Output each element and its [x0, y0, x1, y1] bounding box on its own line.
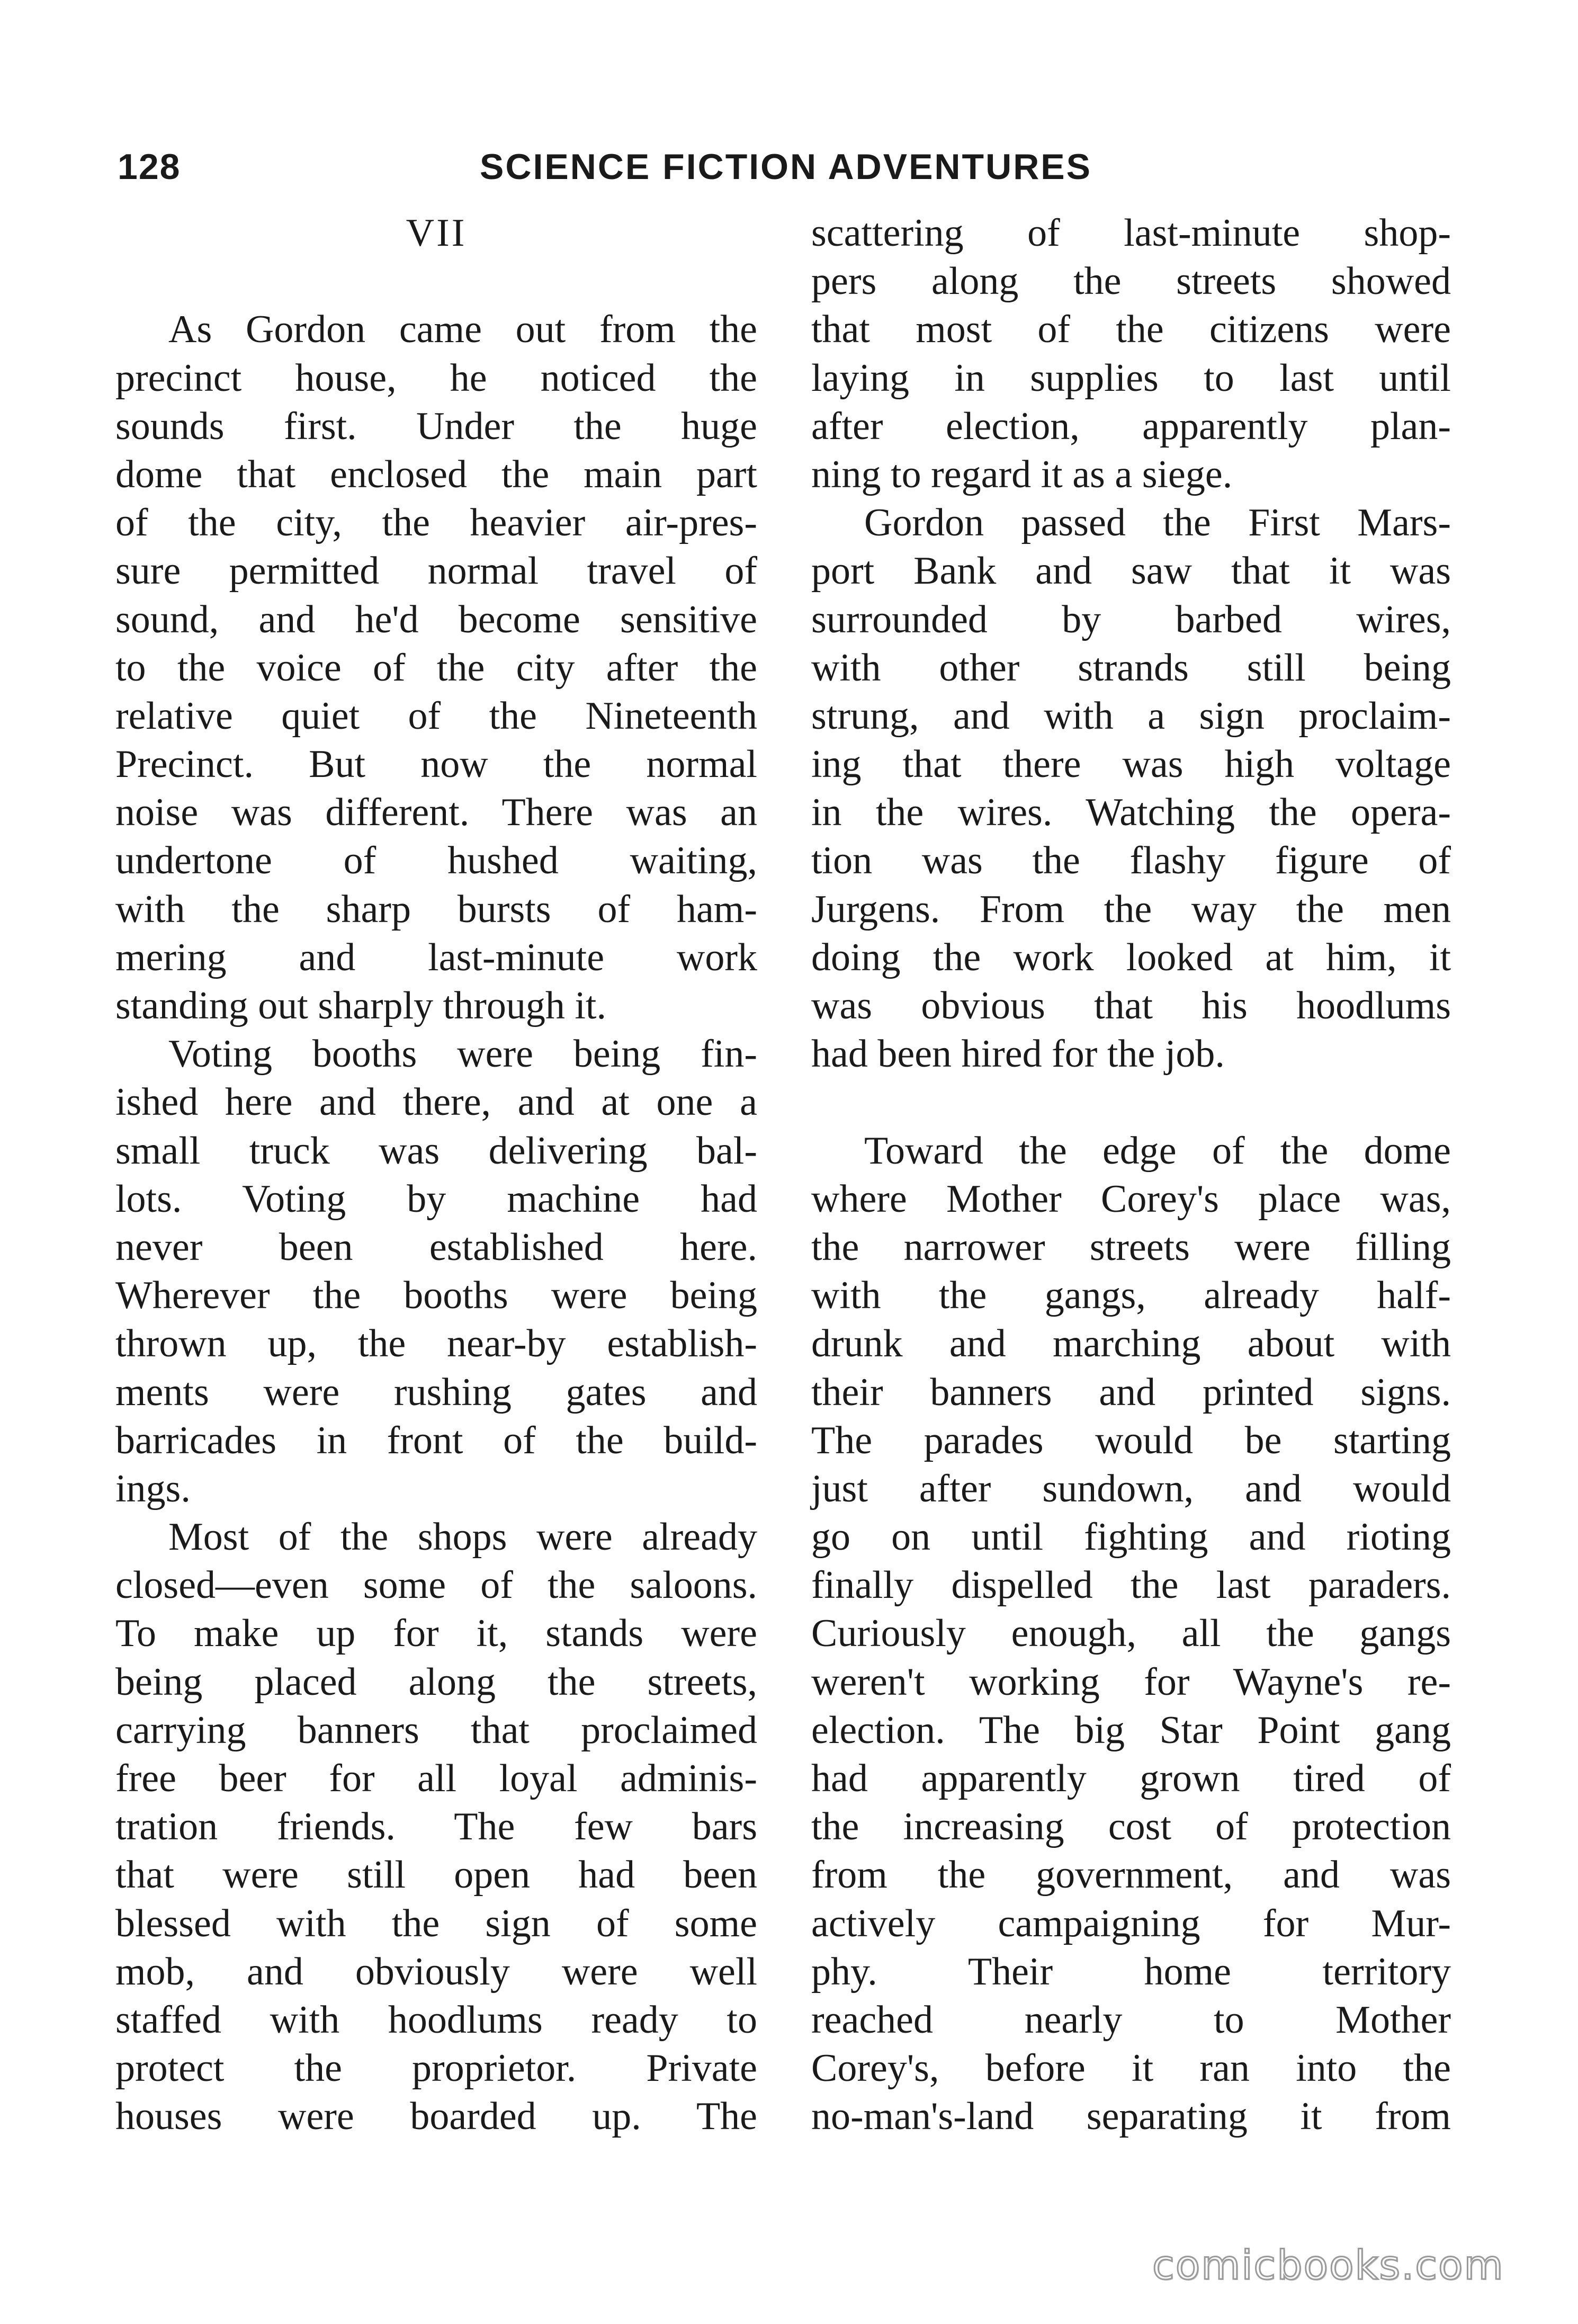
- text-line: The parades would be starting: [811, 1418, 1451, 1462]
- text-line: doing the work looked at him, it: [811, 935, 1451, 979]
- text-line: phy. Their home territory: [811, 1950, 1451, 1994]
- text-line: ments were rushing gates and: [115, 1370, 757, 1414]
- text-line: ished here and there, and at one a: [115, 1080, 757, 1124]
- text-line: tion was the flashy figure of: [811, 839, 1451, 883]
- text-line: no-man's-land separating it from: [811, 2095, 1451, 2139]
- text-line: houses were boarded up. The: [115, 2095, 757, 2139]
- text-line: never been established here.: [115, 1225, 757, 1269]
- text-line: sound, and he'd become sensitive: [115, 597, 757, 641]
- text-line: their banners and printed signs.: [811, 1370, 1451, 1414]
- text-line: actively campaigning for Mur-: [811, 1901, 1451, 1945]
- chapter-heading: VII: [406, 211, 467, 255]
- text-line: Jurgens. From the way the men: [811, 887, 1451, 931]
- text-line: with the sharp bursts of ham-: [115, 887, 757, 931]
- text-line: Most of the shops were already: [168, 1515, 757, 1559]
- text-line: As Gordon came out from the: [168, 308, 757, 352]
- text-line: noise was different. There was an: [115, 791, 757, 835]
- text-line: ing that there was high voltage: [811, 743, 1451, 786]
- text-line: election. The big Star Point gang: [811, 1708, 1451, 1752]
- text-line: ings.: [115, 1467, 191, 1510]
- text-line: lots. Voting by machine had: [115, 1177, 757, 1221]
- page-number: 128: [118, 147, 181, 187]
- text-line: Toward the edge of the dome: [864, 1129, 1451, 1173]
- text-line: dome that enclosed the main part: [115, 452, 757, 496]
- text-line: finally dispelled the last paraders.: [811, 1563, 1451, 1607]
- text-line: the increasing cost of protection: [811, 1805, 1451, 1849]
- text-line: where Mother Corey's place was,: [811, 1177, 1451, 1221]
- text-line: drunk and marching about with: [811, 1322, 1451, 1366]
- text-line: weren't working for Wayne's re-: [811, 1660, 1451, 1704]
- text-line: free beer for all loyal adminis-: [115, 1757, 757, 1800]
- text-line: sounds first. Under the huge: [115, 404, 757, 448]
- text-line: surrounded by barbed wires,: [811, 597, 1451, 641]
- text-line: protect the proprietor. Private: [115, 2046, 757, 2090]
- text-line: with other strands still being: [811, 646, 1451, 690]
- text-line: Voting booths were being fin-: [168, 1032, 757, 1076]
- text-line: to the voice of the city after the: [115, 646, 757, 690]
- heading-spacer: [115, 257, 757, 306]
- text-line: reached nearly to Mother: [811, 1998, 1451, 2042]
- text-line: precinct house, he noticed the: [115, 356, 757, 400]
- text-line: small truck was delivering bal-: [115, 1129, 757, 1173]
- text-line: Gordon passed the First Mars-: [864, 501, 1451, 545]
- text-line: from the government, and was: [811, 1853, 1451, 1897]
- text-line: pers along the streets showed: [811, 260, 1451, 303]
- text-line: Corey's, before it ran into the: [811, 2046, 1451, 2090]
- text-line: ning to regard it as a siege.: [811, 452, 1233, 496]
- left-text-column: [115, 209, 757, 2141]
- text-line: after election, apparently plan-: [811, 404, 1451, 448]
- text-line: standing out sharply through it.: [115, 984, 606, 1027]
- text-line: barricades in front of the build-: [115, 1418, 757, 1462]
- right-text-column: [811, 209, 1451, 2141]
- text-line: tration friends. The few bars: [115, 1805, 757, 1849]
- text-line: port Bank and saw that it was: [811, 549, 1451, 593]
- text-line: had apparently grown tired of: [811, 1757, 1451, 1800]
- text-line: of the city, the heavier air-pres-: [115, 501, 757, 545]
- text-line: being placed along the streets,: [115, 1660, 757, 1704]
- watermark-logo: comicbooks.com: [1152, 2241, 1504, 2289]
- text-line: had been hired for the job.: [811, 1032, 1225, 1076]
- text-line: in the wires. Watching the opera-: [811, 791, 1451, 835]
- text-line: go on until fighting and rioting: [811, 1515, 1451, 1559]
- section-break: [811, 1078, 1451, 1127]
- text-line: staffed with hoodlums ready to: [115, 1998, 757, 2042]
- text-line: closed—even some of the saloons.: [115, 1563, 757, 1607]
- running-title: SCIENCE FICTION ADVENTURES: [480, 147, 1092, 187]
- text-line: scattering of last-minute shop-: [811, 211, 1451, 255]
- text-line: mering and last-minute work: [115, 935, 757, 979]
- text-line: carrying banners that proclaimed: [115, 1708, 757, 1752]
- text-line: Precinct. But now the normal: [115, 743, 757, 786]
- text-line: relative quiet of the Nineteenth: [115, 694, 757, 738]
- text-line: was obvious that his hoodlums: [811, 984, 1451, 1027]
- text-line: that most of the citizens were: [811, 308, 1451, 352]
- text-line: that were still open had been: [115, 1853, 757, 1897]
- text-line: mob, and obviously were well: [115, 1950, 757, 1994]
- text-line: Wherever the booths were being: [115, 1274, 757, 1318]
- text-line: Curiously enough, all the gangs: [811, 1612, 1451, 1656]
- text-line: strung, and with a sign proclaim-: [811, 694, 1451, 738]
- text-line: sure permitted normal travel of: [115, 549, 757, 593]
- text-line: with the gangs, already half-: [811, 1274, 1451, 1318]
- text-line: laying in supplies to last until: [811, 356, 1451, 400]
- text-line: To make up for it, stands were: [115, 1612, 757, 1656]
- text-line: undertone of hushed waiting,: [115, 839, 757, 883]
- text-line: blessed with the sign of some: [115, 1901, 757, 1945]
- text-line: just after sundown, and would: [811, 1467, 1451, 1510]
- text-line: the narrower streets were filling: [811, 1225, 1451, 1269]
- text-line: thrown up, the near-by establish-: [115, 1322, 757, 1366]
